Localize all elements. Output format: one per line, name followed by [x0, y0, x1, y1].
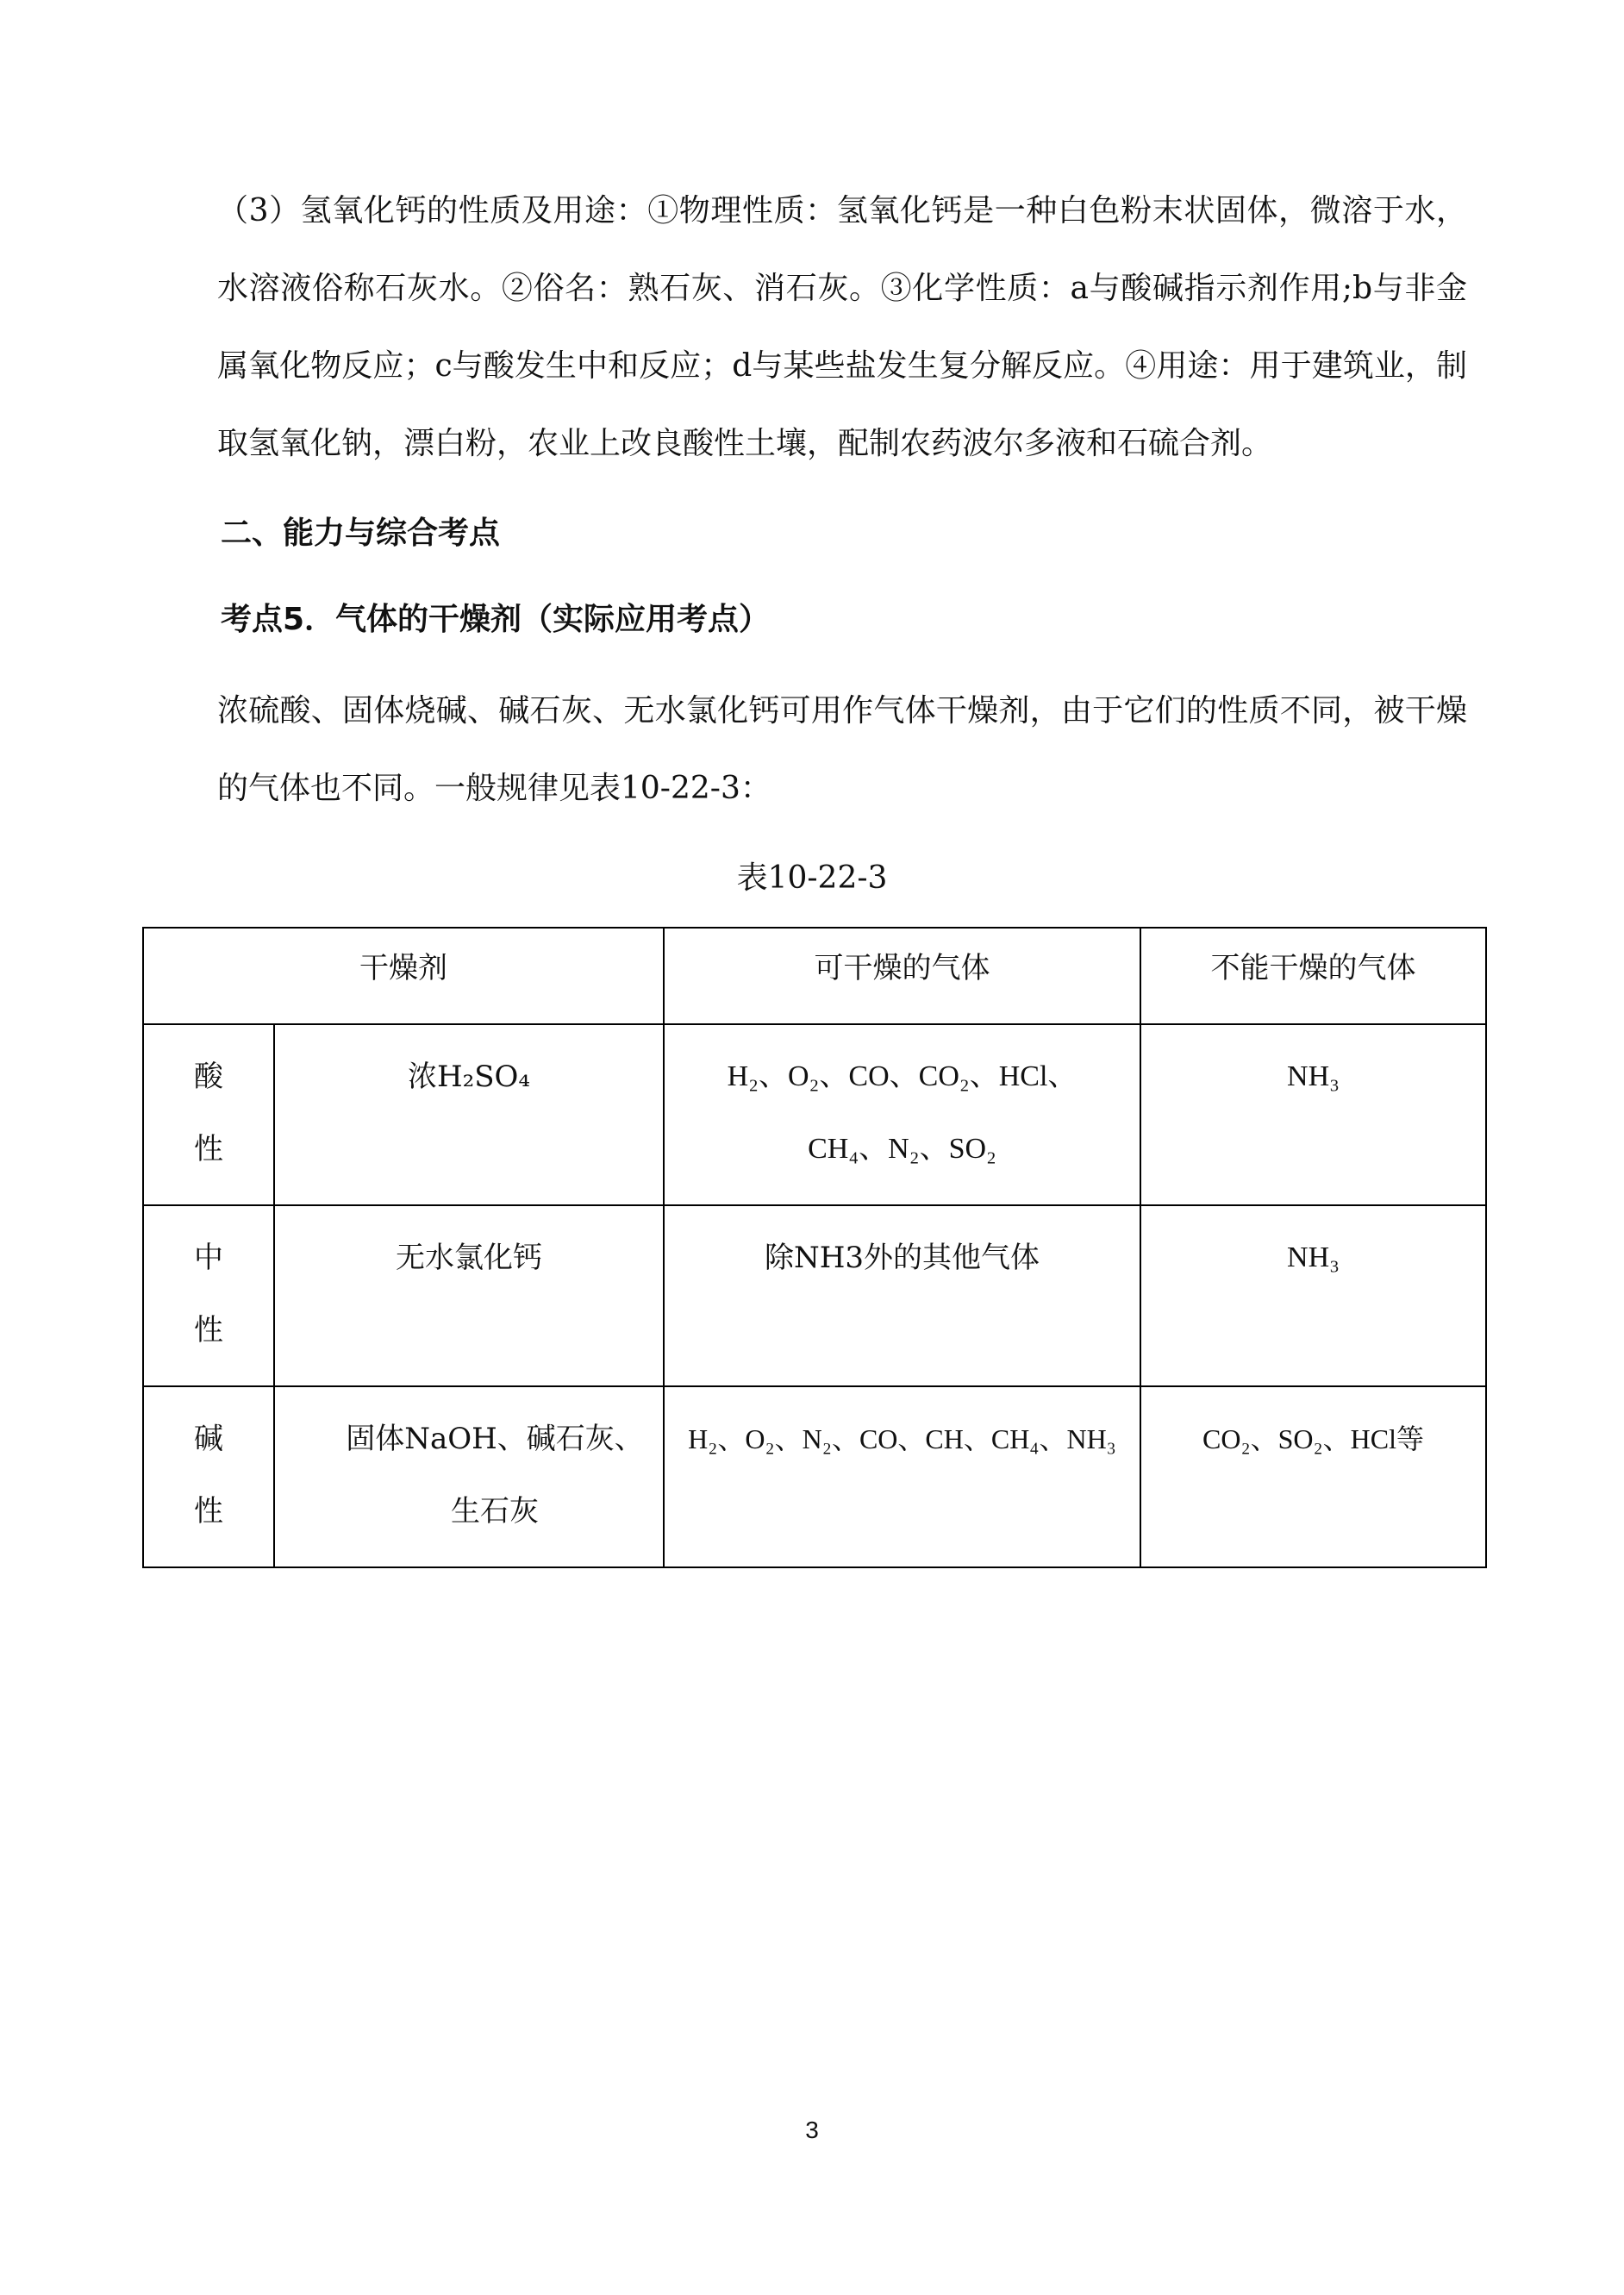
header-drying-agent: 干燥剂: [143, 928, 664, 1024]
table-caption: 表10-22-3: [736, 860, 888, 896]
table-row: [143, 1386, 1486, 1567]
row-can-dry: H₂、O₂、N₂、CO、CH、CH₄、NH₃: [664, 1386, 1140, 1567]
table-header-row: [143, 928, 1486, 1024]
page-number: 3: [805, 2117, 819, 2143]
header-cannot-dry: 不能干燥的气体: [1140, 928, 1486, 1024]
row-agent: 无水氯化钙: [274, 1205, 664, 1386]
row-cannot-dry: CO₂、SO₂、HCl等: [1140, 1386, 1486, 1567]
row-cannot-dry: NH₃: [1140, 1024, 1486, 1205]
row-can-dry: 除NH3外的其他气体: [664, 1205, 1140, 1386]
section-heading: 二、能力与综合考点: [221, 516, 501, 551]
table-row: [143, 1024, 1486, 1205]
row-agent: 浓H₂SO₄: [274, 1024, 664, 1205]
row-agent: 固体NaOH、碱石灰、生石灰: [274, 1386, 664, 1567]
subsection-heading: 考点5．气体的干燥剂（实际应用考点）: [221, 602, 771, 637]
drying-agent-table: [142, 927, 1487, 1568]
row-type-neutral: 中性: [143, 1205, 274, 1386]
table-row: [143, 1205, 1486, 1386]
row-type-acidic: 酸性: [143, 1024, 274, 1205]
paragraph-drying-agents: 浓硫酸、固体烧碱、碱石灰、无水氯化钙可用作气体干燥剂，由于它们的性质不同，被干燥的气体也不同。一般规律见表10-22-3：: [217, 693, 1467, 806]
paragraph-calcium-hydroxide: （3）氢氧化钙的性质及用途：①物理性质：氢氧化钙是一种白色粉末状固体，微溶于水，水溶液俗称石灰水。②俗名：熟石灰、消石灰。③化学性质：a与酸碱指示剂作用;b与非金属氧化物反应；c与酸发生中和反应；d与某些盐发生复分解反应。④用途：用于建筑业，制取氢氧化钠，漂白粉，农业上改良酸性土壤，配制农药波尔多液和石硫合剂。: [217, 193, 1467, 461]
row-type-basic: 碱性: [143, 1386, 274, 1567]
header-can-dry: 可干燥的气体: [664, 928, 1140, 1024]
row-can-dry: H₂、O₂、CO、CO₂、HCl、CH₄、N₂、SO₂: [664, 1024, 1140, 1205]
row-cannot-dry: NH₃: [1140, 1205, 1486, 1386]
